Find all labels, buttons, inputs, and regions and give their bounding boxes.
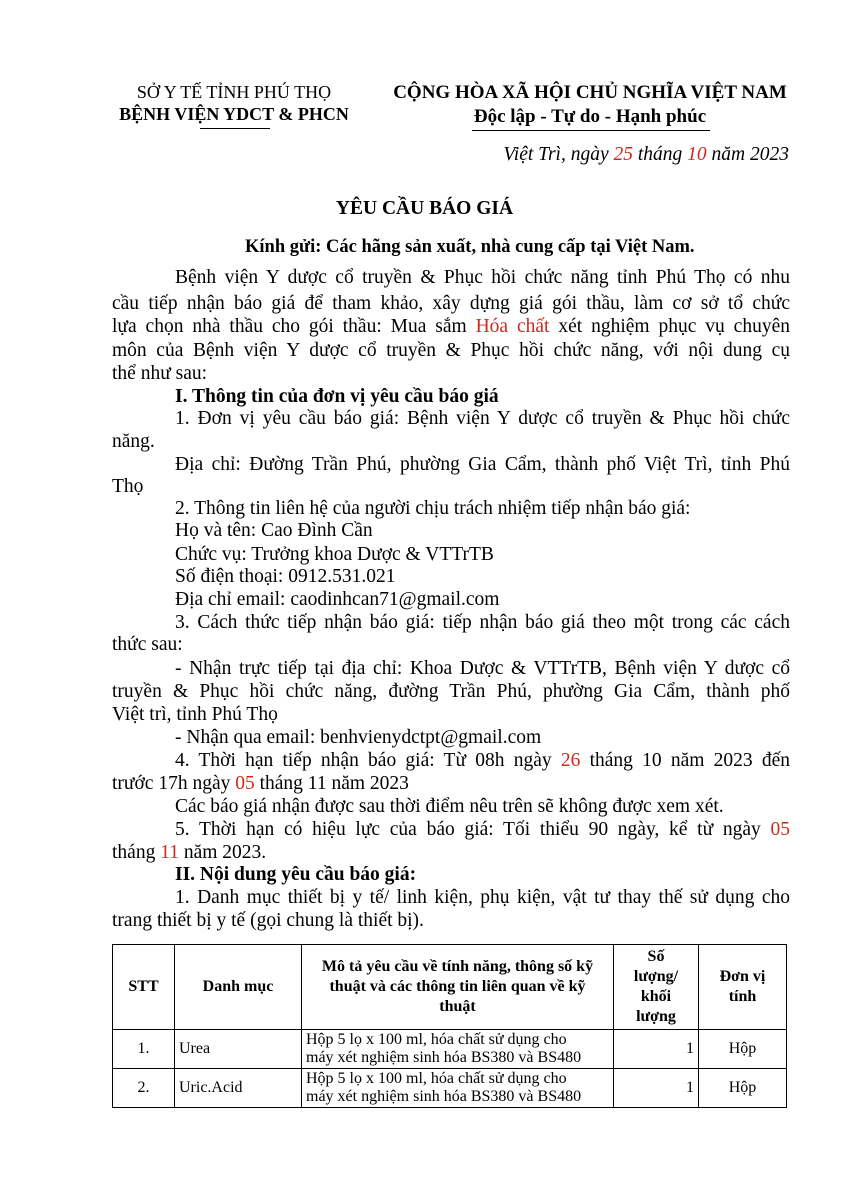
table-header-row [113, 945, 787, 1030]
row-description-line-2: máy xét nghiệm sinh hóa BS380 và BS480 [306, 1088, 582, 1105]
row-description-line-1: Hộp 5 lọ x 100 ml, hóa chất sử dụng cho [306, 1031, 567, 1048]
header-quantity-line-4: lượng [636, 1008, 676, 1025]
date-prefix: Việt Trì, ngày [503, 144, 614, 165]
intro-highlight: Hóa chất [475, 316, 550, 337]
motto-underline [472, 130, 710, 131]
intro-line-1: Bệnh viện Y dược cổ truyền & Phục hồi chức năng tỉnh Phú Thọ có nhu [175, 267, 790, 288]
row-unit: Hộp [699, 1069, 787, 1108]
intro-line-3-b: xét nghiệm phục vụ chuyên [549, 316, 790, 337]
intro-line-3-a: lựa chọn nhà thầu cho gói thầu: Mua sắm [112, 316, 476, 337]
list-line-2: trang thiết bị y tế (gọi chung là thiết bị). [112, 910, 424, 931]
validity-line-1-a: 5. Thời hạn có hiệu lực của báo giá: Tối thiểu 90 ngày, kể từ ngày [175, 819, 771, 840]
table-row [113, 1069, 787, 1108]
address-line-1: Địa chỉ: Đường Trần Phú, phường Gia Cẩm, thành phố Việt Trì, tỉnh Phú [175, 454, 790, 475]
contact-intro: 2. Thông tin liên hệ của người chịu trách nhiệm tiếp nhận báo giá: [175, 498, 691, 519]
intro-line-5: thể như sau: [112, 363, 208, 384]
contact-position: Chức vụ: Trưởng khoa Dược & VTTrTB [175, 544, 494, 565]
row-unit: Hộp [699, 1030, 787, 1069]
intro-line-2: cầu tiếp nhận báo giá để tham khảo, xây dựng giá gói thầu, làm cơ sở tổ chức [112, 293, 790, 314]
method-line-1: 3. Cách thức tiếp nhận báo giá: tiếp nhận báo giá theo một trong các cách [175, 612, 790, 633]
deadline-line-1-b: tháng 10 năm 2023 đến [580, 750, 790, 771]
direct-line-3: Việt trì, tỉnh Phú Thọ [112, 704, 278, 725]
header-quantity-line-2: lượng/ [633, 968, 679, 985]
org-name-department: SỞ Y TẾ TỈNH PHÚ THỌ [136, 82, 332, 102]
org-underline [200, 128, 270, 129]
header-description-line-3: thuật [439, 998, 476, 1015]
direct-line-1: - Nhận trực tiếp tại địa chỉ: Khoa Dược & VTTrTB, Bệnh viện Y dược cổ [175, 658, 790, 679]
unit-line-1: 1. Đơn vị yêu cầu báo giá: Bệnh viện Y dược cổ truyền & Phục hồi chức [175, 408, 790, 429]
row-stt: 1. [113, 1030, 175, 1069]
header-quantity-line-3: khối [640, 988, 672, 1005]
recipient-line: Kính gửi: Các hãng sản xuất, nhà cung cấp tại Việt Nam. [245, 237, 695, 257]
date-year: năm 2023 [706, 144, 789, 165]
deadline-end-day: 05 [235, 773, 255, 794]
header-quantity [614, 945, 699, 1030]
table-row [113, 1030, 787, 1069]
validity-line-2-a: tháng [112, 842, 161, 863]
org-name-hospital: BỆNH VIỆN YDCT & PHCN [119, 104, 349, 124]
intro-line-3 [112, 314, 790, 340]
via-email: - Nhận qua email: benhvienydctpt@gmail.com [175, 727, 542, 748]
header-unit [699, 945, 787, 1030]
row-quantity: 1 [614, 1069, 699, 1108]
list-line-1: 1. Danh mục thiết bị y tế/ linh kiện, phụ kiện, vật tư thay thế sử dụng cho [175, 887, 790, 908]
row-quantity: 1 [614, 1030, 699, 1069]
header-description-line-2: thuật và các thông tin liên quan về kỹ [329, 978, 586, 995]
intro-line-4: môn của Bệnh viện Y dược cổ truyền & Phục hồi chức năng, với nội dung cụ [112, 340, 790, 361]
date-month: 10 [687, 144, 707, 165]
validity-line-1 [175, 817, 790, 843]
late-note: Các báo giá nhận được sau thời điểm nêu trên sẽ không được xem xét. [175, 796, 724, 817]
header-quantity-line-1: Số [647, 948, 665, 965]
nation-motto: Độc lập - Tự do - Hạnh phúc [473, 106, 707, 127]
section-2-heading: II. Nội dung yêu cầu báo giá: [175, 864, 417, 885]
row-category: Uric.Acid [175, 1069, 302, 1108]
date-month-word: tháng [632, 144, 688, 165]
deadline-line-1-a: 4. Thời hạn tiếp nhận báo giá: Từ 08h ngày [175, 750, 561, 771]
header-unit-line-2: tính [728, 988, 757, 1005]
row-description [302, 1030, 614, 1069]
contact-phone: Số điện thoại: 0912.531.021 [175, 566, 396, 587]
method-line-2: thức sau: [112, 634, 183, 655]
date-day: 25 [613, 144, 633, 165]
document-date [503, 144, 789, 166]
deadline-line-2-b: tháng 11 năm 2023 [254, 773, 409, 794]
contact-name: Họ và tên: Cao Đình Cần [175, 520, 373, 541]
header-stt: STT [113, 945, 175, 1030]
header-category: Danh mục [175, 945, 302, 1030]
row-description-line-2: máy xét nghiệm sinh hóa BS380 và BS480 [306, 1049, 582, 1066]
direct-line-2: truyền & Phục hồi chức năng, đường Trần Phú, phường Gia Cẩm, thành phố [112, 681, 790, 702]
deadline-line-2-a: trước 17h ngày [112, 773, 236, 794]
contact-email: Địa chỉ email: caodinhcan71@gmail.com [175, 589, 500, 610]
validity-line-2-b: năm 2023. [178, 842, 267, 863]
address-line-2: Thọ [112, 476, 144, 497]
header-unit-line-1: Đơn vị [719, 968, 766, 985]
section-1-heading: I. Thông tin của đơn vị yêu cầu báo giá [175, 386, 499, 407]
row-stt: 2. [113, 1069, 175, 1108]
nation-name: CỘNG HÒA XÃ HỘI CHỦ NGHĨA VIỆT NAM [393, 82, 787, 103]
document-title: YÊU CẦU BÁO GIÁ [335, 198, 514, 219]
unit-line-2: năng. [112, 431, 155, 452]
header-description [302, 945, 614, 1030]
row-description [302, 1069, 614, 1108]
row-description-line-1: Hộp 5 lọ x 100 ml, hóa chất sử dụng cho [306, 1070, 567, 1087]
header-description-line-1: Mô tả yêu cầu về tính năng, thông số kỹ [321, 958, 594, 975]
validity-day: 05 [770, 819, 790, 840]
row-category: Urea [175, 1030, 302, 1069]
deadline-start-day: 26 [560, 750, 581, 771]
validity-month: 11 [160, 842, 179, 863]
requirements-table [112, 944, 787, 1108]
